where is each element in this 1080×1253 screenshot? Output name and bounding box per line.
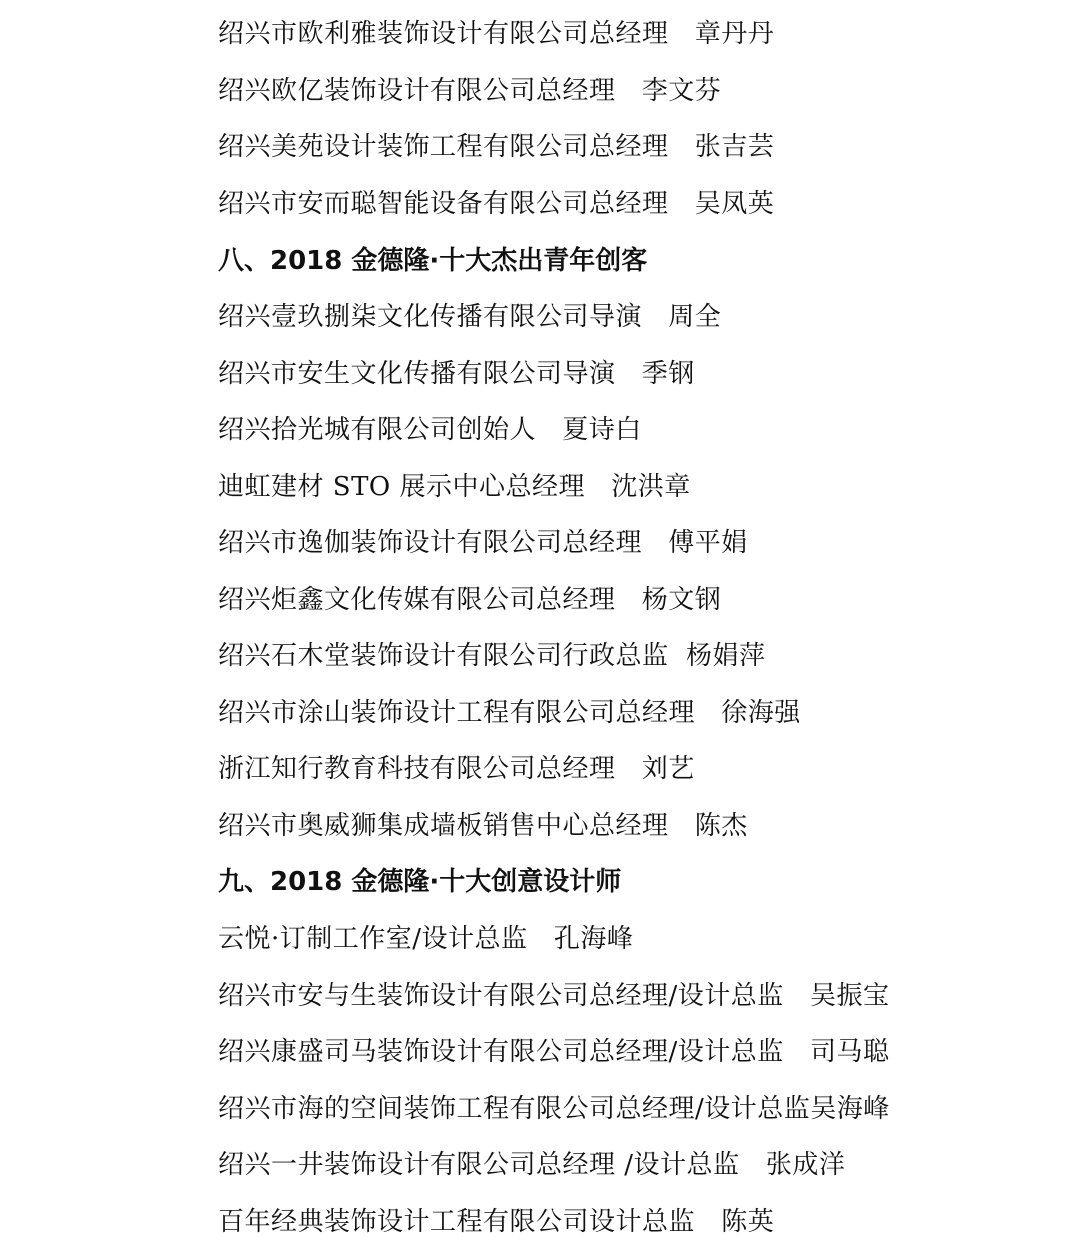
list-item: 绍兴炬鑫文化传媒有限公司总经理 杨文钢 [218, 585, 722, 615]
list-item: 绍兴石木堂装饰设计有限公司行政总监 杨娟萍 [218, 641, 766, 671]
list-item: 迪虹建材 STO 展示中心总经理 沈洪章 [218, 472, 691, 502]
list-item: 绍兴美苑设计装饰工程有限公司总经理 张吉芸 [218, 132, 775, 162]
list-item: 绍兴壹玖捌柒文化传播有限公司导演 周全 [218, 302, 722, 332]
list-item: 云悦·订制工作室/设计总监 孔海峰 [218, 924, 634, 954]
list-item: 绍兴康盛司马装饰设计有限公司总经理/设计总监 司马聪 [218, 1037, 890, 1067]
list-item: 绍兴市欧利雅装饰设计有限公司总经理 章丹丹 [218, 19, 775, 49]
list-item: 绍兴市安与生装饰设计有限公司总经理/设计总监 吴振宝 [218, 981, 890, 1011]
list-item: 绍兴市海的空间装饰工程有限公司总经理/设计总监吴海峰 [218, 1094, 890, 1124]
list-item: 绍兴一井装饰设计有限公司总经理 /设计总监 张成洋 [218, 1150, 846, 1180]
section-heading: 九、2018 金德隆·十大创意设计师 [218, 867, 622, 897]
list-item: 绍兴拾光城有限公司创始人 夏诗白 [218, 415, 642, 445]
list-item: 绍兴市安而聪智能设备有限公司总经理 吴凤英 [218, 189, 775, 219]
list-item: 绍兴欧亿装饰设计有限公司总经理 李文芬 [218, 76, 722, 106]
section-heading: 八、2018 金德隆·十大杰出青年创客 [218, 246, 648, 276]
list-item: 百年经典装饰设计工程有限公司设计总监 陈英 [218, 1207, 775, 1237]
list-item: 绍兴市涂山装饰设计工程有限公司总经理 徐海强 [218, 698, 801, 728]
list-item: 绍兴市逸伽装饰设计有限公司总经理 傅平娟 [218, 528, 748, 558]
list-item: 绍兴市奥威狮集成墙板销售中心总经理 陈杰 [218, 811, 748, 841]
list-item: 浙江知行教育科技有限公司总经理 刘艺 [218, 754, 695, 784]
list-item: 绍兴市安生文化传播有限公司导演 季钢 [218, 359, 695, 389]
